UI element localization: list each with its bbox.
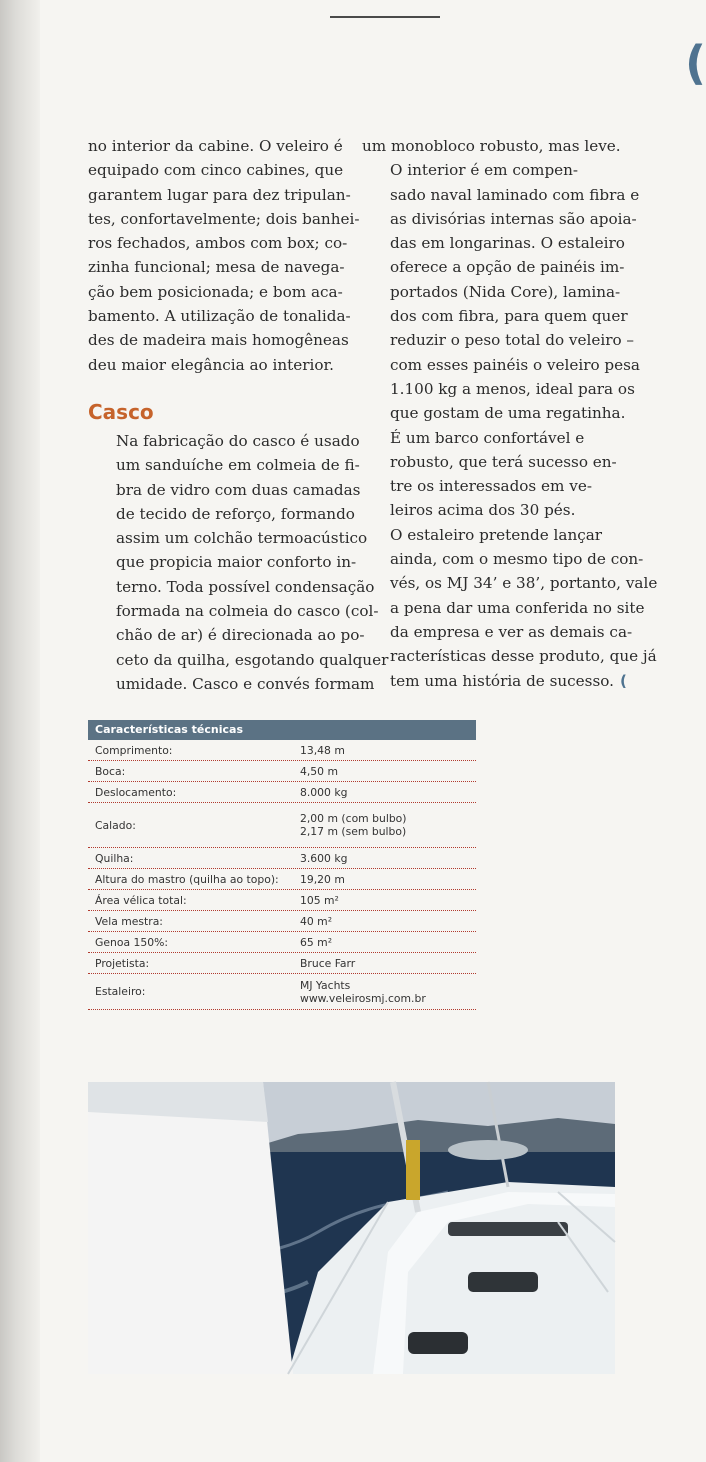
text-line: tre os interessados em ve- (390, 477, 592, 496)
spec-label: Deslocamento: (95, 785, 177, 799)
spec-value-line: 105 m² (300, 893, 339, 907)
text-line: zinha funcional; mesa de navega- (88, 258, 345, 277)
text-line: oferece a opção de painéis im- (390, 258, 625, 277)
text-line: É um barco confortável e (390, 428, 585, 447)
spec-value-line: 19,20 m (300, 872, 345, 886)
section-title-casco: Casco (88, 399, 154, 424)
spec-label: Altura do mastro (quilha ao topo): (95, 872, 279, 886)
spec-value-line: Bruce Farr (300, 956, 356, 970)
spec-value-line: 2,00 m (com bulbo) (300, 812, 407, 825)
text-line: equipado com cinco cabines, que (88, 161, 344, 180)
text-line: chão de ar) é direcionada ao po- (116, 626, 365, 645)
text-line: garantem lugar para dez tripulan- (88, 185, 351, 204)
spec-row (88, 932, 476, 953)
spec-label: Genoa 150%: (95, 935, 169, 949)
text-line: sado naval laminado com fibra e (390, 185, 640, 204)
text-line: de tecido de reforço, formando (116, 504, 355, 523)
text-line: portados (Nida Core), lamina- (390, 282, 621, 301)
text-line: terno. Toda possível condensação (116, 577, 375, 596)
spec-label: Quilha: (95, 851, 134, 865)
spec-row (88, 740, 476, 761)
text-line: um monobloco robusto, mas leve. (362, 137, 621, 155)
text-line: assim um colchão termoacústico (116, 529, 368, 548)
spec-value (300, 765, 476, 778)
spec-value (300, 852, 476, 865)
spec-row (88, 953, 476, 974)
sailboat-photo (88, 1082, 615, 1374)
spec-value (300, 873, 476, 886)
specs-title: Características técnicas (88, 720, 476, 740)
paragraph-barco-confortavel (362, 426, 617, 523)
text-line: as divisórias internas são apoia- (390, 209, 637, 228)
spec-row (88, 803, 476, 848)
paragraph-monobloco (362, 134, 621, 158)
text-line: ainda, com o mesmo tipo de con- (390, 550, 644, 569)
paragraph-estaleiro (362, 523, 658, 693)
text-line: no interior da cabine. O veleiro é (88, 137, 343, 155)
text-line: Na fabricação do casco é usado (116, 431, 360, 450)
spec-row (88, 974, 476, 1010)
spec-value (300, 979, 476, 1005)
text-line: O interior é em compen- (390, 161, 579, 180)
text-line: que gostam de uma regatinha. (390, 404, 626, 423)
spec-value-line: 40 m² (300, 914, 333, 928)
spec-row (88, 761, 476, 782)
top-rule (330, 16, 440, 18)
text-line: da empresa e ver as demais ca- (390, 622, 633, 641)
article-right-column (362, 134, 658, 693)
text-line: leiros acima dos 30 pés. (390, 501, 576, 520)
technical-specs-table (88, 720, 476, 1010)
text-line: das em longarinas. O estaleiro (390, 234, 625, 253)
text-line: ção bem posicionada; e bom aca- (88, 282, 343, 301)
sailboat-photo-svg (88, 1082, 615, 1374)
spec-value (300, 786, 476, 799)
paragraph-interior (88, 134, 360, 377)
spec-value (300, 894, 476, 907)
text-line: 1.100 kg a menos, ideal para os (390, 379, 635, 398)
paragraph-casco (88, 429, 389, 696)
text-line: ros fechados, ambos com box; co- (88, 234, 348, 253)
spec-row (88, 782, 476, 803)
spec-value (300, 812, 476, 838)
spec-value-line: 2,17 m (sem bulbo) (300, 825, 407, 838)
text-line: ceto da quilha, esgotando qualquer (116, 650, 389, 669)
specs-rows (88, 740, 476, 1010)
text-line: O estaleiro pretende lançar (390, 525, 603, 544)
text-line: umidade. Casco e convés formam (116, 674, 375, 693)
spec-value-line: 4,50 m (300, 764, 338, 778)
text-line: dos com fibra, para quem quer (390, 307, 628, 326)
spec-label: Calado: (95, 818, 136, 832)
text-line: tem uma história de sucesso. ( (390, 671, 627, 690)
text-line: formada na colmeia do casco (col- (116, 602, 379, 621)
text-line: que propicia maior conforto in- (116, 553, 357, 572)
text-line: robusto, que terá sucesso en- (390, 452, 617, 471)
spec-row (88, 869, 476, 890)
text-line: deu maior elegância ao interior. (88, 355, 334, 374)
spec-value (300, 936, 476, 949)
spec-value (300, 957, 476, 970)
text-line: com esses painéis o veleiro pesa (390, 355, 640, 374)
page-gutter-shade (0, 0, 40, 1462)
spec-row (88, 848, 476, 869)
spec-value-line: MJ Yachts (300, 978, 351, 992)
text-line: a pena dar uma conferida no site (390, 598, 645, 617)
article-left-column (88, 134, 389, 696)
corner-logo-mark: ( (684, 36, 706, 90)
spec-label: Projetista: (95, 956, 150, 970)
spec-value-line: 8.000 kg (300, 785, 348, 799)
spec-label: Vela mestra: (95, 914, 163, 928)
text-line: bamento. A utilização de tonalida- (88, 307, 351, 326)
spec-value-line: www.veleirosmj.com.br (300, 991, 426, 1005)
text-line: bra de vidro com duas camadas (116, 480, 361, 499)
text-line: racterísticas desse produto, que já (390, 647, 657, 666)
text-line: des de madeira mais homogêneas (88, 331, 349, 350)
spec-value-line: 13,48 m (300, 743, 345, 757)
paragraph-interior-compensado (362, 158, 640, 425)
spec-row (88, 911, 476, 932)
spec-label: Comprimento: (95, 743, 173, 757)
spec-value (300, 744, 476, 757)
end-of-article-mark: ( (619, 671, 627, 690)
spec-row (88, 890, 476, 911)
spec-value-line: 65 m² (300, 935, 333, 949)
text-line: reduzir o peso total do veleiro – (390, 331, 635, 350)
text-line: tes, confortavelmente; dois banhei- (88, 209, 360, 228)
text-line: vés, os MJ 34’ e 38’, portanto, vale (390, 574, 658, 593)
spec-label: Estaleiro: (95, 985, 146, 998)
spec-value (300, 915, 476, 928)
spec-value-line: 3.600 kg (300, 851, 348, 865)
text-line: um sanduíche em colmeia de fi- (116, 456, 360, 475)
spec-label: Área vélica total: (95, 893, 187, 907)
spec-label: Boca: (95, 764, 126, 778)
